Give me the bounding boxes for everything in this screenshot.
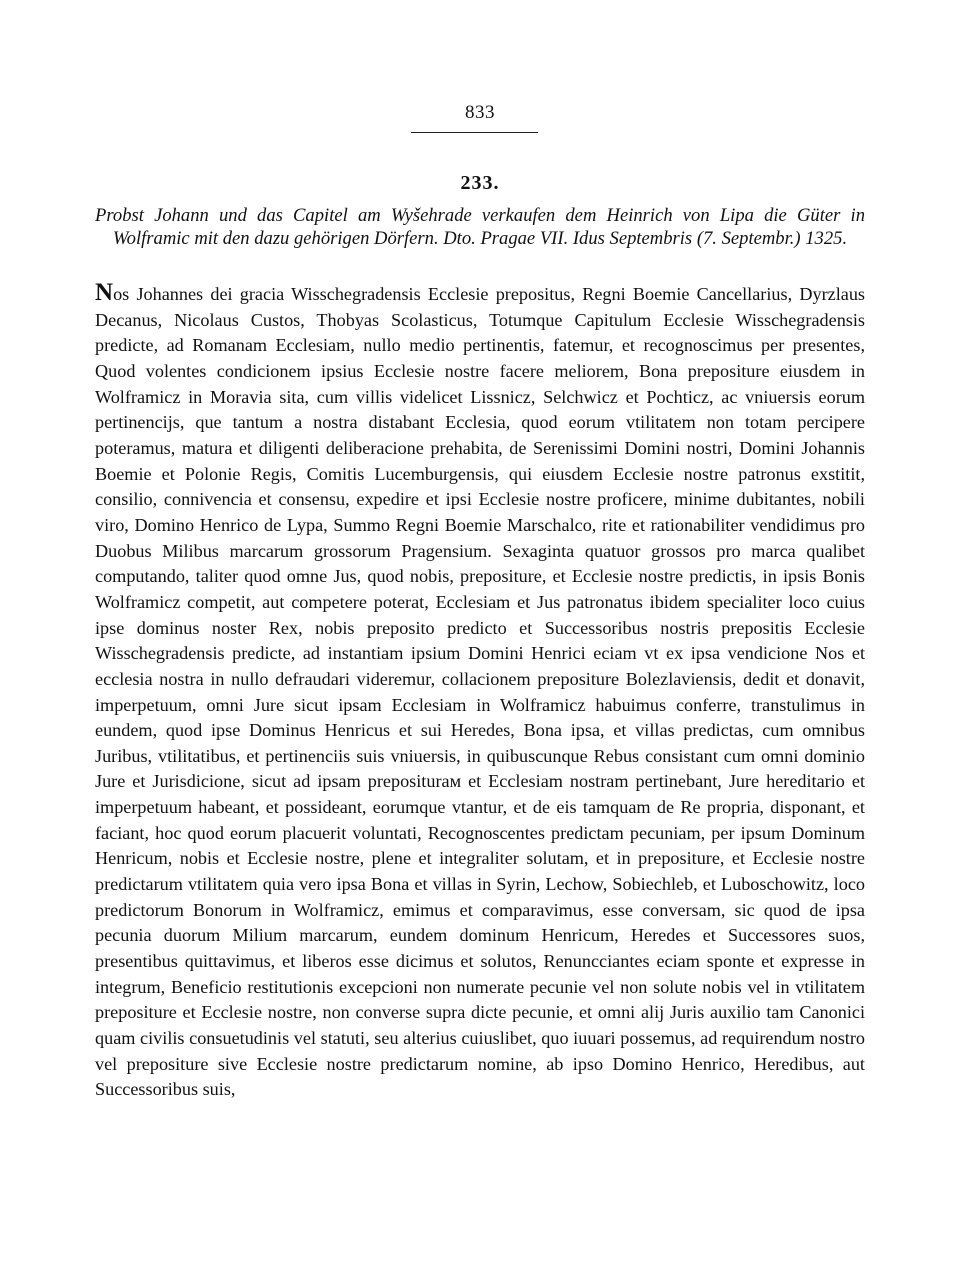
document-heading: Probst Johann und das Capitel am Wyšehrade verkaufen dem Heinrich von Lipa die Güter in Wolframic mit den dazu gehörigen Dörfern. Dto. Pragae VII. Idus Septembris (7. Septembr.) 1325. xyxy=(95,205,865,249)
page-number: 833 xyxy=(465,102,495,123)
initial-letter: N xyxy=(95,279,114,306)
document-number: 233. xyxy=(460,172,500,194)
body-text: os Johannes dei gracia Wisschegradensis Ecclesie prepositus, Regni Boemie Cancellarius, Dyrzlaus Decanus, Nicolaus Custos, Thobyas Scolasticus, Totumque Capitulum Ecclesie Wisschegradensis predicte, ad Romanam Ecclesiam, nullo medio pertinentis, fatemur, et recognoscimus per presentes, Quod volentes condicionem ipsius Ecclesie nostre facere meliorem, Bona prepositure eiusdem in Wolframicz in Moravia sita, cum villis videlicet Lissnicz, Selchwicz et Pochticz, ac vniuersis eorum pertinencijs, que tantum a nostra distabant Ecclesia, quod eorum vtilitatem non totam percipere poteramus, matura et diligenti deliberacione prehabita, de Serenissimi Domini nostri, Domini Johannis Boemie et Polonie Regis, Comitis Lucemburgensis, qui eiusdem Ecclesie nostre patronus exstitit, consilio, connivencia et consensu, expedire et ipsi Ecclesie nostre proficere, minime dubitantes, nobili viro, Domino Henrico de Lypa, Summo Regni Boemie Marschalco, rite et rationabiliter vendidimus pro Duobus Milibus marcarum grossorum Pragensium. Sexaginta quatuor grossos pro marca qualibet computando, taliter quod omne Jus, quod nobis, prepositure, et Ecclesie nostre predictis, in ipsis Bonis Wolframicz competit, aut competere poterat, Ecclesiam et Jus patronatus ibidem specialiter loco cuius ipse dominus noster Rex, nobis preposito predicto et Successoribus nostris prepositis Ecclesie Wisschegradensis predicte, ad instantiam ipsium Domini Henrici eciam vt ex ipsa vendicione Nos et ecclesia nostra in nullo defraudari videremur, collacionem prepositure Bolezlaviensis, dedit et donavit, imperpetuum, omni Jure sicut ipsam Ecclesiam in Wolframicz habuimus conferre, transtulimus in eundem, quod ipse Dominus Henricus et sui Heredes, Bona ipsa, et villas predictas, cum omnibus Juribus, vtilitatibus, et pertinenciis suis vniuersis, in quibuscunque Rebus consistant cum omni dominio Jure et Jurisdicione, sicut ad ipsam prepositurам et Ecclesiam nostram pertinebant, Jure hereditario et imperpetuum habeant, et possideant, eorumque vtantur, et de eis tamquam de Re propria, disponant, et faciant, hoc quod eorum placuerit voluntati, Recognoscentes predictam pecuniam, per ipsum Dominum Henricum, nobis et Ecclesie nostre, plene et integraliter solutam, et in prepositure, et Ecclesie nostre predictarum vtilitatem quia vero ipsa Bona et villas in Syrin, Lechow, Sobiechleb, et Luboschowitz, loco predictorum Bonorum in Wolframicz, emimus et comparavimus, esse conversam, sic quod de ipsa pecunia duorum Milium marcarum, eundem dominum Henricum, Heredes et Successores suos, presentibus quittavimus, et liberos esse dicimus et solutos, Renuncciantes eciam sponte et expresse in integrum, Beneficio restitutionis excepcioni non numerate pecunie vel non solute nobis vel in vtilitatem prepositure et Ecclesie nostre, non converse supra dicte pecunie, et omni alij Juris auxilio tam Canonici quam civilis consuetudinis vel statuti, seu alterius cuiuslibet, quo iuuari possemus, ad requirendum nostro vel prepositure sive Ecclesie nostre predictarum nomine, ab ipso Domino Henrico, Heredibus, aut Successoribus suis, xyxy=(95,284,865,1100)
page-number-rule xyxy=(411,132,538,133)
document-body xyxy=(95,279,865,1103)
